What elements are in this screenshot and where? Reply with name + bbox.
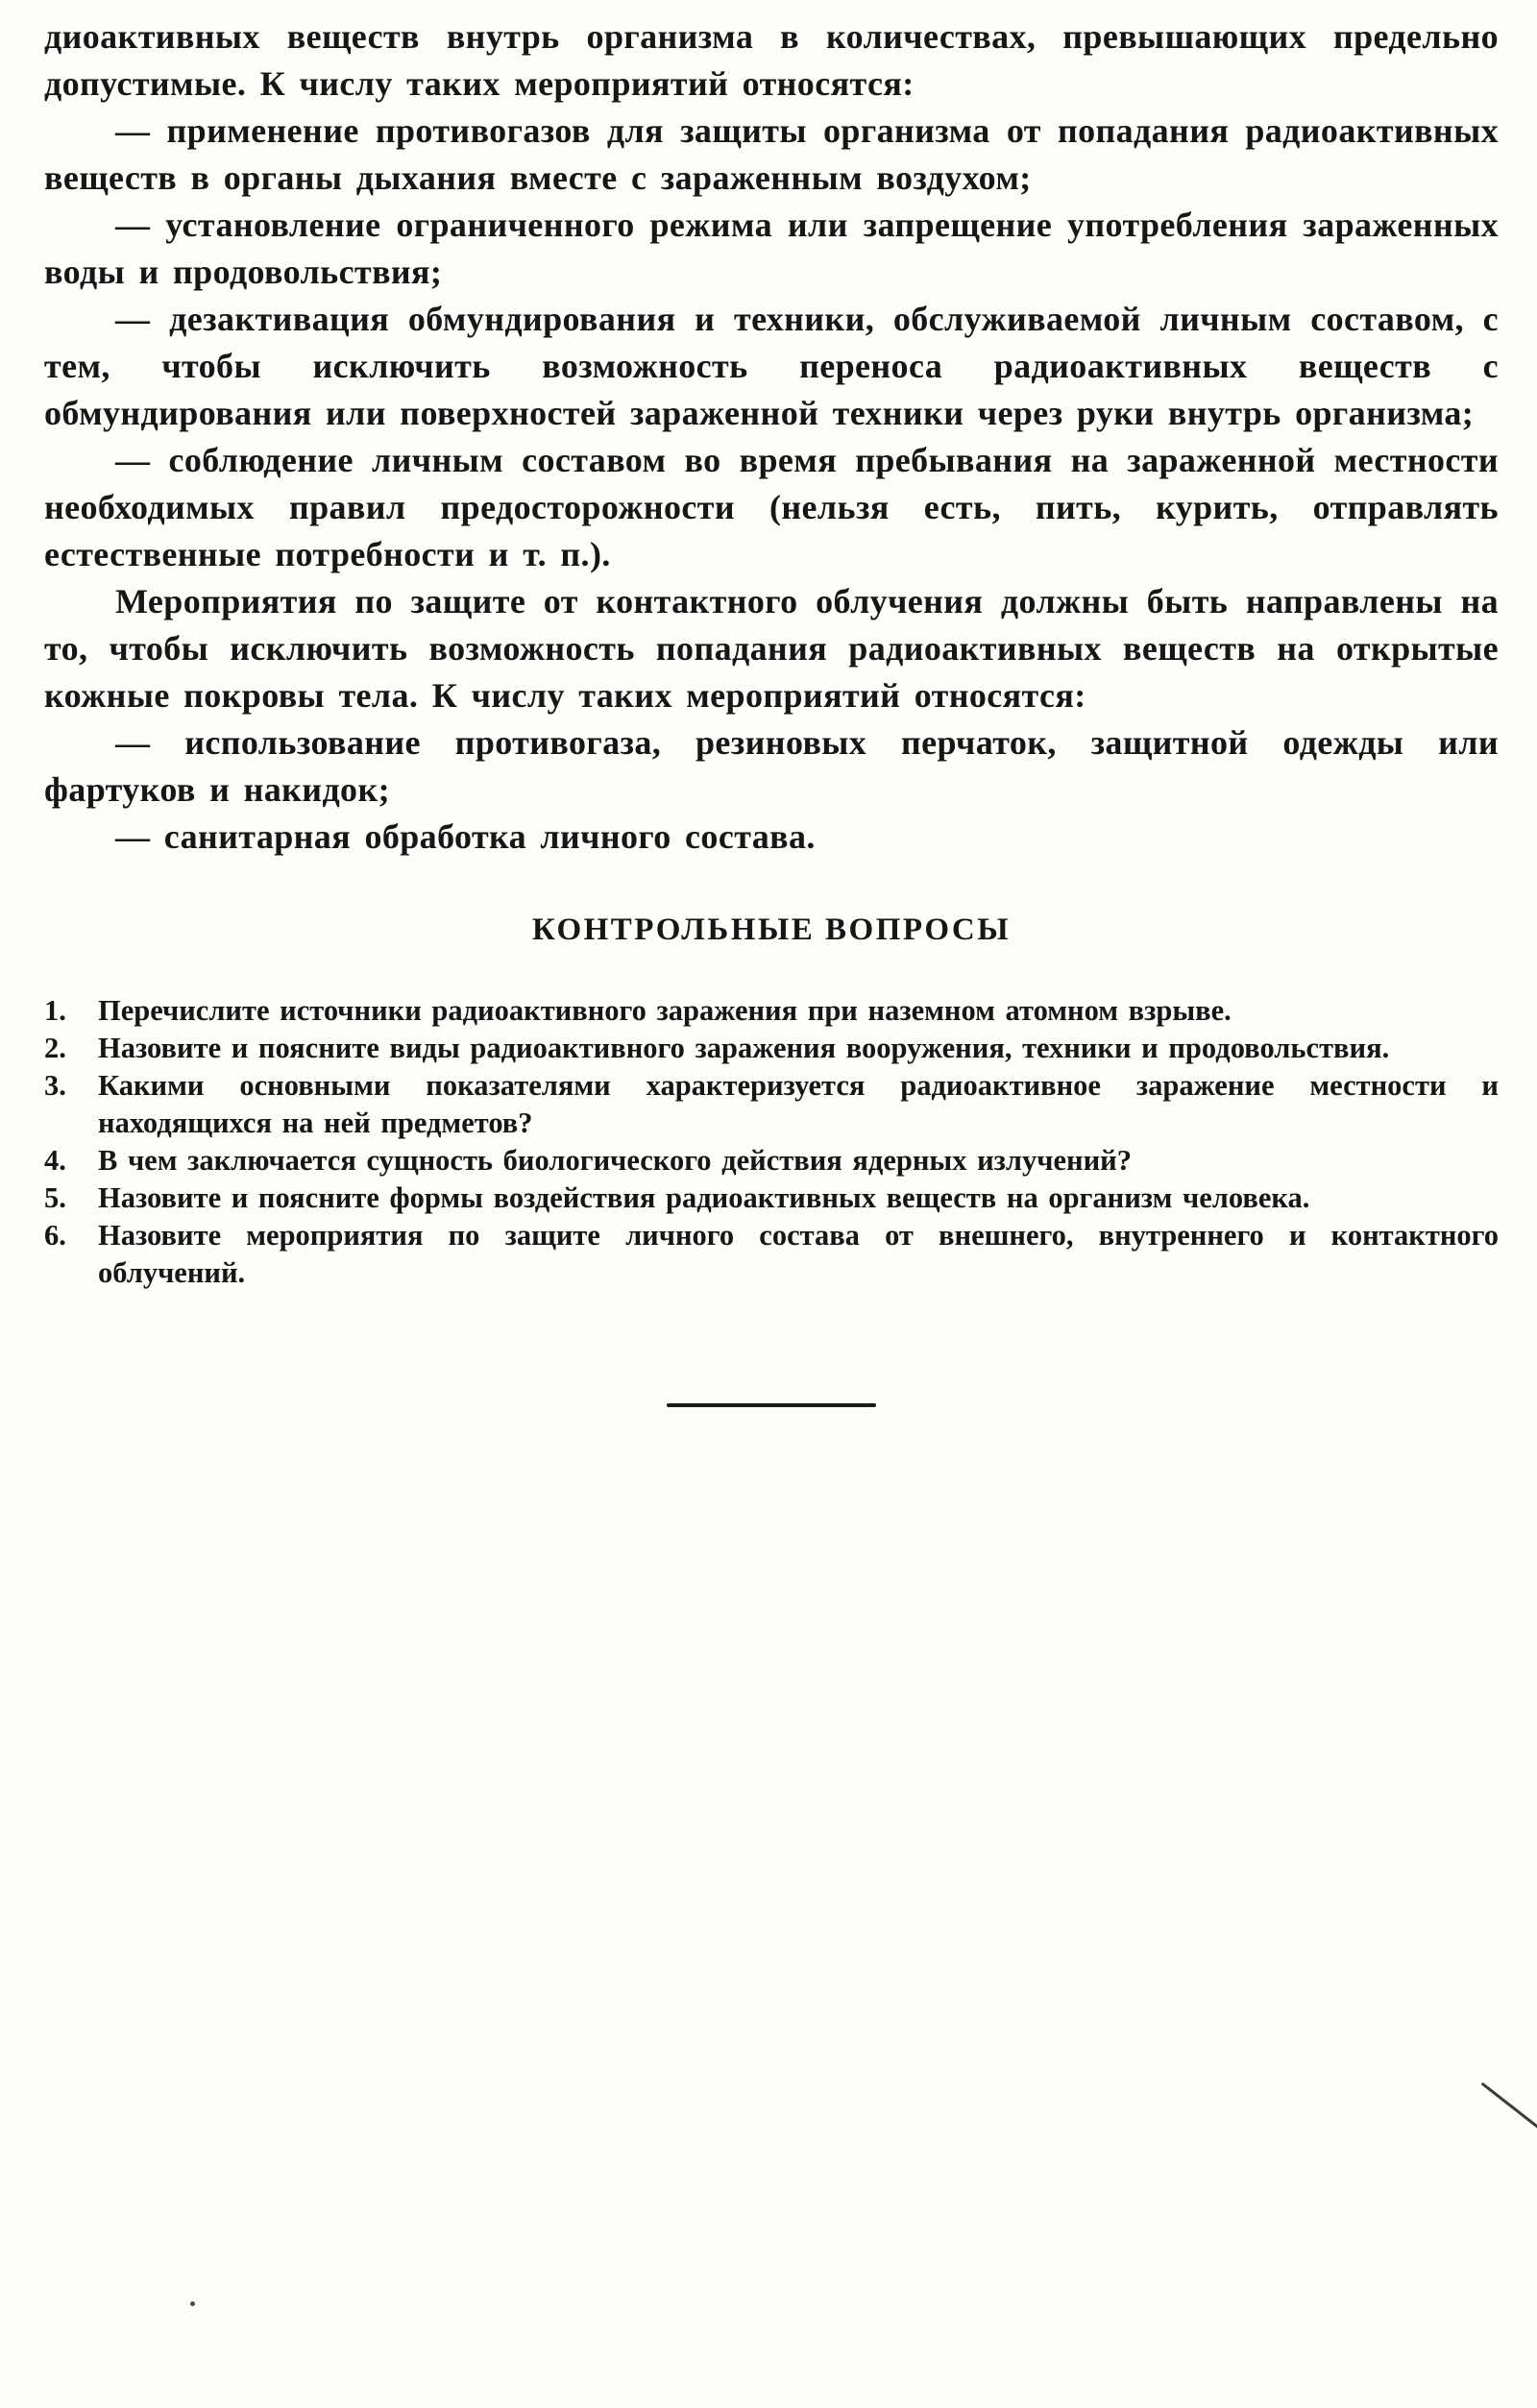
question-text: В чем заключается сущность биологического действия ядерных излучений?: [98, 1144, 1132, 1177]
body-paragraph: — использование противогаза, резиновых перчаток, защитной одежды или фартуков и накидок;: [44, 723, 1499, 809]
body-paragraph: — установление ограниченного режима или запрещение употребления зараженных воды и продовольствия;: [44, 206, 1499, 291]
question-item: [44, 992, 1499, 1030]
question-text: Назовите мероприятия по защите личного состава от внешнего, внутреннего и контактного облучений.: [98, 1219, 1499, 1289]
body-paragraph: Мероприятия по защите от контактного облучения должны быть направлены на то, чтобы исключить возможность попадания радиоактивных веществ на открытые кожные покровы тела. К числу таких мероприятий относятся:: [44, 582, 1499, 715]
question-number: 5.: [44, 1181, 66, 1214]
question-number: 2.: [44, 1032, 66, 1064]
body-paragraph: — применение противогазов для защиты организма от попадания радиоактивных веществ в органы дыхания вместе с зараженным воздухом;: [44, 111, 1499, 197]
question-text: Назовите и поясните виды радиоактивного заражения вооружения, техники и продовольствия.: [98, 1032, 1390, 1064]
body-paragraph: — соблюдение личным составом во время пребывания на зараженной местности необходимых правил предосторожности (нельзя есть, пить, курить, отправлять естественные потребности и т. п.).: [44, 441, 1499, 573]
body-paragraph: — дезактивация обмундирования и техники, обслуживаемой личным составом, с тем, чтобы исключить возможность переноса радиоактивных веществ с обмундирования или поверхностей зараженной техники через руки внутрь организма;: [44, 300, 1499, 432]
body-paragraph: диоактивных веществ внутрь организма в количествах, превышающих предельно допустимые. К числу таких мероприятий относятся:: [44, 17, 1499, 103]
question-text: Назовите и поясните формы воздействия радиоактивных веществ на организм человека.: [98, 1181, 1310, 1214]
question-number: 6.: [44, 1219, 66, 1252]
scan-artifact-stroke: [1481, 2082, 1537, 2132]
question-number: 1.: [44, 994, 66, 1027]
body-text-block: [44, 13, 1499, 861]
question-number: 3.: [44, 1069, 66, 1102]
question-text: Перечислите источники радиоактивного заражения при наземном атомном взрыве.: [98, 994, 1232, 1027]
question-text: Какими основными показателями характеризуется радиоактивное заражение местности и находящихся на ней предметов?: [98, 1069, 1499, 1139]
question-number: 4.: [44, 1144, 66, 1177]
section-divider: [667, 1403, 876, 1407]
scan-artifact-dot: [190, 2301, 195, 2306]
question-item: [44, 1180, 1499, 1217]
questions-list: [44, 992, 1499, 1292]
section-heading-control-questions: КОНТРОЛЬНЫЕ ВОПРОСЫ: [531, 912, 1012, 947]
question-item: [44, 1067, 1499, 1142]
question-item: [44, 1030, 1499, 1067]
question-item: [44, 1142, 1499, 1180]
question-item: [44, 1217, 1499, 1292]
body-paragraph: — санитарная обработка личного состава.: [115, 817, 816, 856]
